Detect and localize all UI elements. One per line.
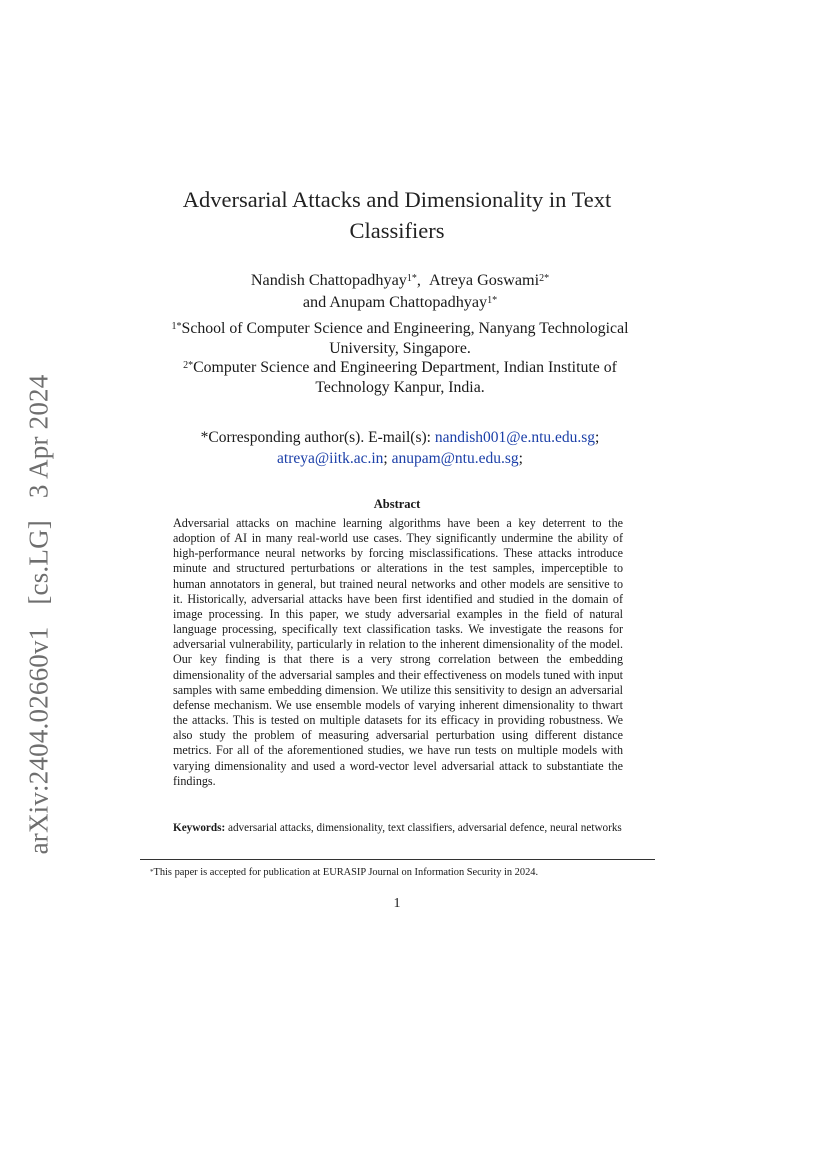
arxiv-category: [cs.LG] (23, 520, 54, 605)
keywords-text: adversarial attacks, dimensionality, text classifiers, adversarial defence, neural networks (228, 822, 622, 834)
author-line-1 (150, 270, 650, 292)
abstract-body: Adversarial attacks on machine learning algorithms have been a key deterrent to the adoption of AI in many real-world use cases. They significantly undermine the ability of high-performance neural networks by forcing misclassifications. These attacks introduce minute and structured perturbations or alterations in the test samples, imperceptible to human annotators in general, but trained neural networks and other models are sensitive to it. Historically, adversarial attacks have been first identified and studied in the domain of image processing. In this paper, we study adversarial examples in the field of natural language processing, specifically text classification tasks. We investigate the reasons for adversarial vulnerability, particularly in relation to the inherent dimensionality of the model. Our key finding is that there is a very strong correlation between the embedding dimensionality of the adversarial samples and their effectiveness on models tuned with input samples with same embedding dimension. We utilize this sensitivity to design an adversarial defense mechanism. We use ensemble models of varying inherent dimensionality to thwart the attacks. This is tested on multiple datasets for its efficacy in providing robustness. We also study the problem of measuring adversarial perturbation using different distance metrics. For all of the aforementioned studies, we have run tests on multiple models with varying dimensionality and used a word-vector level adversarial attack to substantiate the findings. (173, 516, 623, 788)
email-link-1[interactable]: nandish001@e.ntu.edu.sg (434, 429, 596, 446)
correspondence-label: *Corresponding author(s). E-mail(s): (200, 429, 431, 446)
affiliation-text: Computer Science and Engineering Department, Indian Institute of (193, 359, 617, 376)
email-link-3[interactable]: anupam@ntu.edu.sg (391, 449, 519, 467)
author-name: Anupam Chattopadhyay (329, 292, 488, 311)
paper-title-line-1: Adversarial Attacks and Dimensionality in Text (182, 187, 612, 212)
author-line-2 (150, 292, 650, 314)
author-name: Atreya Goswami (429, 271, 540, 289)
affiliation-text: Technology Kanpur, India. (315, 378, 485, 396)
email-separator: ; (383, 449, 388, 467)
author-conjunction: and (302, 292, 327, 311)
email-separator: ; (595, 429, 600, 446)
author-separator: , (416, 271, 421, 289)
footnote-text: This paper is accepted for publication at EURASIP Journal on Information Security in 2024. (153, 867, 539, 878)
corresponding-authors (140, 428, 660, 469)
page-number: 1 (393, 896, 401, 911)
affiliation-marker: 1* (171, 321, 182, 332)
arxiv-id: arXiv:2404.02660v1 (23, 626, 54, 855)
author-list (150, 270, 650, 313)
arxiv-date: 3 Apr 2024 (23, 374, 54, 499)
affiliation-text: University, Singapore. (329, 339, 471, 357)
footnote-divider (140, 859, 655, 860)
email-separator: ; (518, 449, 523, 467)
affiliation-marker: 1* (487, 294, 498, 306)
paper-title (130, 184, 664, 246)
footnote-marker: * (150, 868, 154, 876)
footnote (150, 866, 660, 880)
affiliation-2 (140, 358, 660, 397)
paper-title-line-2: Classifiers (349, 218, 445, 243)
keywords-label: Keywords: (173, 822, 226, 834)
arxiv-identifier-stamp (24, 360, 55, 855)
affiliation-marker: 1* (406, 273, 417, 284)
affiliation-marker: 2* (539, 273, 550, 284)
author-name: Nandish Chattopadhyay (250, 271, 407, 289)
affiliation-block (140, 319, 660, 397)
email-link-2[interactable]: atreya@iitk.ac.in (277, 449, 384, 467)
affiliation-text: School of Computer Science and Engineering, Nanyang Technological (181, 320, 629, 337)
affiliation-1 (140, 319, 660, 358)
affiliation-marker: 2* (183, 360, 194, 371)
abstract-heading: Abstract (373, 497, 421, 511)
keywords (173, 821, 623, 835)
